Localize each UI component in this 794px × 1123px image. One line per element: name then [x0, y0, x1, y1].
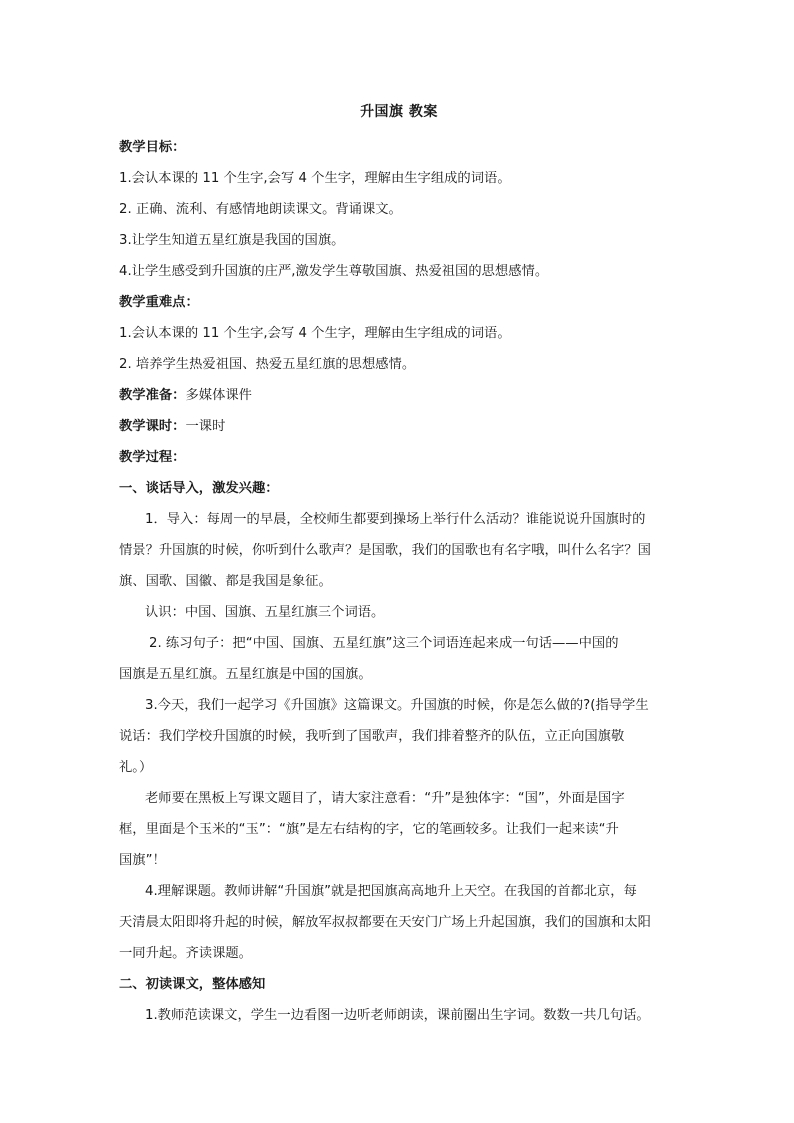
s1-p1-line-1: 1．导入：每周一的早晨，全校师生都要到操场上举行什么活动？谁能说说升国旗时的 [145, 512, 646, 527]
preparation-row [119, 380, 679, 411]
document-title: 升国旗 教案 [360, 104, 438, 120]
class-hours-label: 教学课时： [119, 419, 186, 434]
s1-p2-line-1: 2. 练习句子：把“中国、国旗、五星红旗”这三个词语连起来成一句话——中国的 [149, 636, 619, 651]
s1-p1-line-3: 旗、国歌、国徽、都是我国是象征。 [119, 574, 332, 589]
class-hours-value: 一课时 [185, 419, 226, 434]
s1-p3-line-1: 3.今天，我们一起学习《升国旗》这篇课文。升国旗的时候，你是怎么做的?(指导学生 [145, 698, 649, 713]
s1-p5-line-3: 一同升起。齐读课题。 [119, 946, 252, 961]
class-hours-row [119, 411, 679, 442]
s2-p1-line-1: 1.教师范读课文，学生一边看图一边听老师朗读，课前圈出生字词。数数一共几句话。 [145, 1008, 650, 1023]
s1-p3-line-2: 说话：我们学校升国旗的时候，我听到了国歌声，我们排着整齐的队伍，立正向国旗敬 [119, 729, 625, 744]
s1-p5-line-2: 天清晨太阳即将升起的时候，解放军叔叔都要在天安门广场上升起国旗，我们的国旗和太阳 [119, 915, 651, 930]
goals-heading: 教学目标： [119, 140, 186, 155]
key-point-1: 1.会认本课的 11 个生字,会写 4 个生字，理解由生字组成的词语。 [119, 326, 511, 341]
key-point-2: 2. 培养学生热爱祖国、热爱五星红旗的思想感情。 [119, 357, 416, 372]
s1-p3-line-3: 礼。） [119, 760, 153, 775]
s1-p2-line-2: 国旗是五星红旗。五星红旗是中国的国旗。 [119, 667, 372, 682]
s1-p4-line-1: 老师要在黑板上写课文题目了，请大家注意看：“升”是独体字：“国”，外面是国字 [145, 791, 625, 806]
goal-item-1: 1.会认本课的 11 个生字,会写 4 个生字，理解由生字组成的词语。 [119, 171, 511, 186]
goal-item-2: 2. 正确、流利、有感情地朗读课文。背诵课文。 [119, 202, 402, 217]
s1-recognize-line: 认识：中国、国旗、五星红旗三个词语。 [145, 605, 385, 620]
process-heading: 教学过程： [119, 450, 186, 465]
goal-item-3: 3.让学生知道五星红旗是我国的国旗。 [119, 233, 345, 248]
s1-p5-line-1: 4.理解课题。教师讲解“升国旗”就是把国旗高高地升上天空。在我国的首都北京，每 [145, 884, 637, 899]
s1-p4-line-3: 国旗”！ [119, 853, 166, 868]
s1-p4-line-2: 框，里面是个玉米的“玉”：“旗”是左右结构的字，它的笔画较多。让我们一起来读“升 [119, 822, 619, 837]
goal-item-4: 4.让学生感受到升国旗的庄严,激发学生尊敬国旗、热爱祖国的思想感情。 [119, 264, 549, 279]
preparation-label: 教学准备： [119, 388, 186, 403]
section-1-heading: 一、谈话导入，激发兴趣： [119, 481, 279, 496]
document-page [119, 100, 679, 1031]
key-points-heading: 教学重难点： [119, 295, 199, 310]
preparation-value: 多媒体课件 [185, 388, 252, 403]
section-2-heading: 二、初读课文，整体感知 [119, 977, 266, 992]
s1-p1-line-2: 情景？升国旗的时候，你听到什么歌声？是国歌，我们的国歌也有名字哦，叫什么名字？国 [119, 543, 651, 558]
